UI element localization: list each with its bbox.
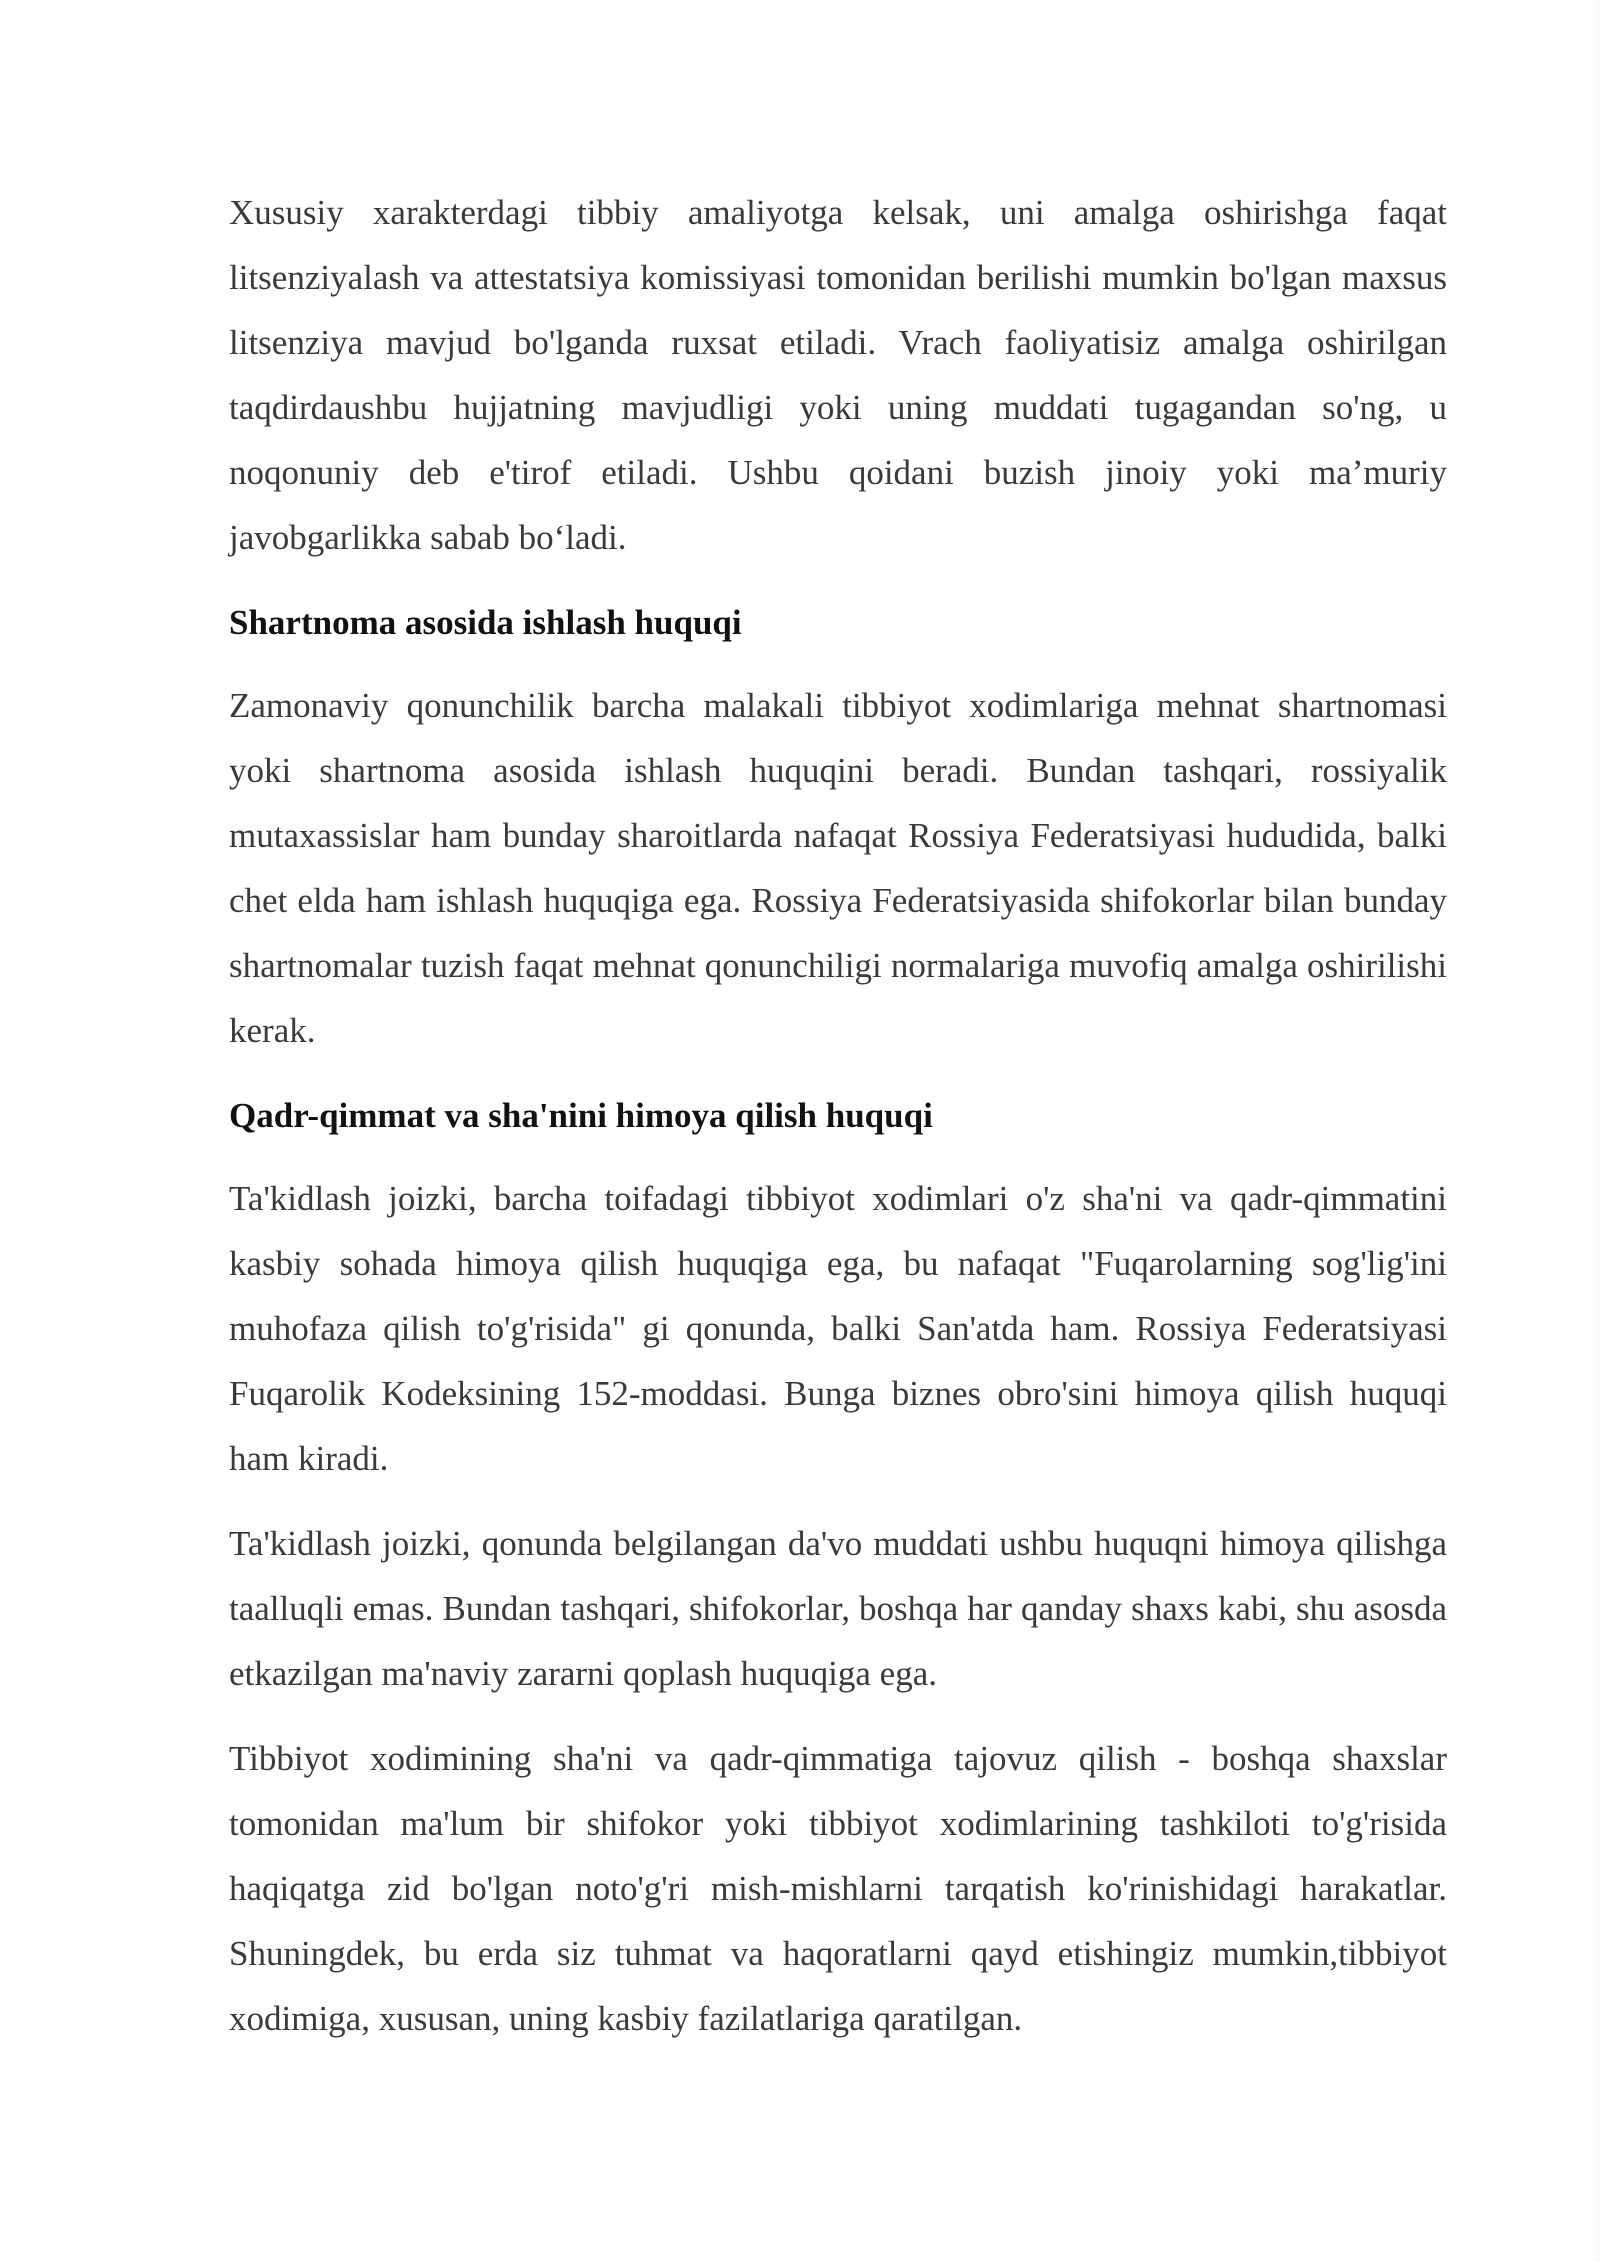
document-body	[229, 180, 1447, 2071]
paragraph-contract-work: Zamonaviy qonunchilik barcha malakali tibbiyot xodimlariga mehnat shartnomasi yoki shartnoma asosida ishlash huquqini beradi. Bundan tashqari, rossiyalik mutaxassislar ham bunday sharoitlarda nafaqat Rossiya Federatsiyasi hududida, balki chet elda ham ishlash huquqiga ega. Rossiya Federatsiyasida shifokorlar bilan bunday shartnomalar tuzish faqat mehnat qonunchiligi normalariga muvofiq amalga oshirilishi kerak.	[229, 686, 1447, 1050]
paragraph-limitation-period: Ta'kidlash joizki, qonunda belgilangan da'vo muddati ushbu huquqni himoya qilishga taalluqli emas. Bundan tashqari, shifokorlar, boshqa har qanday shaxs kabi, shu asosda etkazilgan ma'naviy zararni qoplash huquqiga ega.	[229, 1524, 1447, 1693]
paragraph-private-practice-license: Xususiy xarakterdagi tibbiy amaliyotga kelsak, uni amalga oshirishga faqat litsenziyalash va attestatsiya komissiyasi tomonidan berilishi mumkin bo'lgan maxsus litsenziya mavjud bo'lganda ruxsat etiladi. Vrach faoliyatisiz amalga oshirilgan taqdirdaushbu hujjatning mavjudligi yoki uning muddati tugagandan so'ng, u noqonuniy deb e'tirof etiladi. Ushbu qoidani buzish jinoiy yoki maʼmuriy javobgarlikka sabab boʻladi.	[229, 193, 1447, 557]
heading-honor-dignity-right: Qadr-qimmat va sha'nini himoya qilish huquqi	[229, 1096, 933, 1135]
paragraph-honor-dignity-protection: Ta'kidlash joizki, barcha toifadagi tibbiyot xodimlari o'z sha'ni va qadr-qimmatini kasbiy sohada himoya qilish huquqiga ega, bu nafaqat "Fuqarolarning sog'lig'ini muhofaza qilish to'g'risida" gi qonunda, balki San'atda ham. Rossiya Federatsiyasi Fuqarolik Kodeksining 152-moddasi. Bunga biznes obro'sini himoya qilish huquqi ham kiradi.	[229, 1179, 1447, 1478]
heading-contract-work-right: Shartnoma asosida ishlash huquqi	[229, 603, 742, 642]
paragraph-defamation: Tibbiyot xodimining sha'ni va qadr-qimmatiga tajovuz qilish - boshqa shaxslar tomonidan ma'lum bir shifokor yoki tibbiyot xodimlarining tashkiloti to'g'risida haqiqatga zid bo'lgan noto'g'ri mish-mishlarni tarqatish ko'rinishidagi harakatlar. Shuningdek, bu erda siz tuhmat va haqoratlarni qayd etishingiz mumkin,tibbiyot xodimiga, xususan, uning kasbiy fazilatlariga qaratilgan.	[229, 1739, 1447, 2038]
